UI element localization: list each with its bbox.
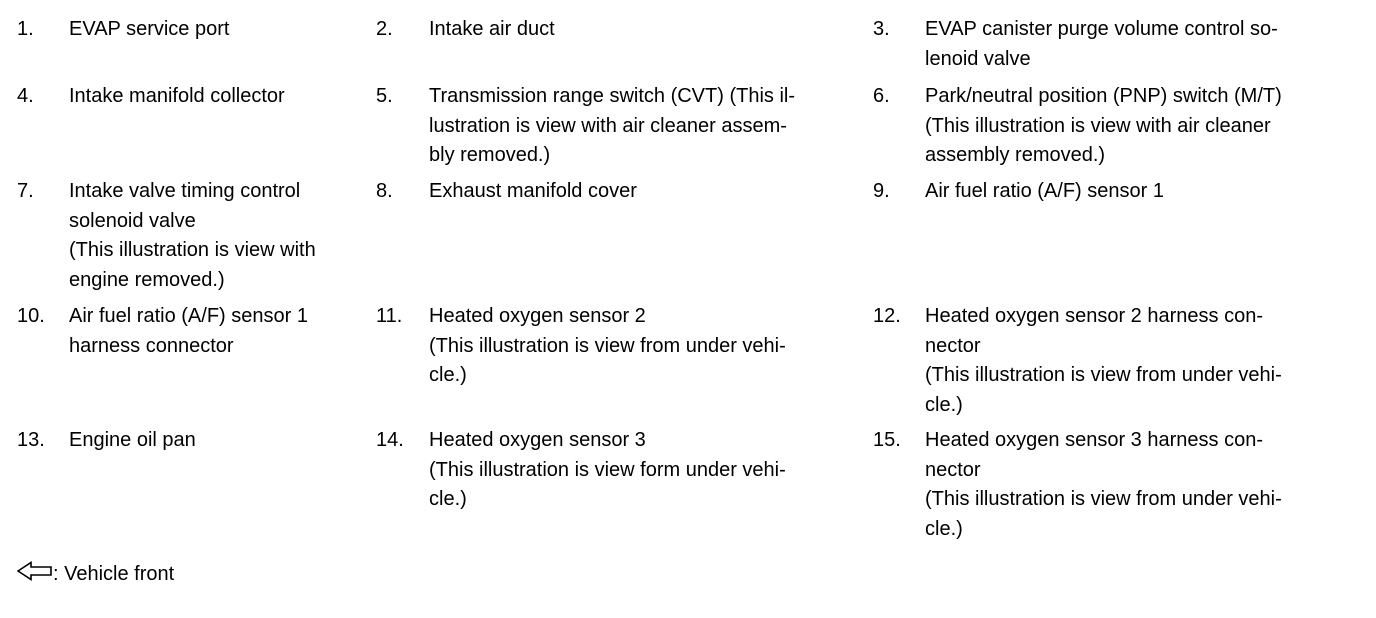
item-number: 7. — [17, 180, 34, 202]
item-number: 5. — [376, 85, 393, 107]
description-line: (This illustration is view from under vehi- — [429, 334, 786, 357]
item-description — [69, 302, 369, 361]
description-line: Air fuel ratio (A/F) sensor 1 — [69, 305, 308, 327]
item-description — [925, 15, 1365, 74]
description-line: cle.) — [429, 364, 467, 386]
description-line: cle.) — [925, 393, 963, 416]
description-line: (This illustration is view from under vehi- — [925, 488, 1282, 510]
description-line: lenoid valve — [925, 47, 1031, 70]
description-line: Heated oxygen sensor 3 — [429, 429, 646, 451]
description-line: Heated oxygen sensor 2 — [429, 305, 646, 327]
description-line: bly removed.) — [429, 144, 551, 166]
description-line: Intake valve timing control — [69, 180, 301, 202]
item-description — [69, 15, 369, 45]
description-line: Heated oxygen sensor 3 harness con- — [925, 429, 1263, 451]
description-line: EVAP service port — [69, 18, 230, 40]
item-number: 1. — [17, 18, 34, 40]
item-number: 12. — [873, 305, 901, 327]
item-description — [69, 82, 369, 112]
item-description — [69, 426, 369, 456]
item-description — [925, 82, 1365, 171]
description-line: (This illustration is view with — [69, 239, 316, 261]
item-description — [925, 302, 1365, 420]
description-line: cle.) — [429, 488, 467, 510]
item-description — [925, 426, 1365, 544]
item-number: 13. — [17, 429, 45, 451]
vehicle-front-legend — [17, 560, 174, 590]
description-line: lustration is view with air cleaner assem- — [429, 114, 787, 137]
item-number: 3. — [873, 18, 890, 40]
item-number: 4. — [17, 85, 34, 107]
description-line: Air fuel ratio (A/F) sensor 1 — [925, 180, 1164, 202]
description-line: cle.) — [925, 517, 963, 540]
description-line: assembly removed.) — [925, 144, 1106, 166]
item-description — [429, 426, 869, 515]
description-line: (This illustration is view form under vehi- — [429, 458, 786, 481]
item-number: 9. — [873, 180, 890, 202]
item-description — [429, 302, 869, 391]
item-description — [429, 82, 869, 171]
item-description — [925, 177, 1365, 207]
item-number: 14. — [376, 429, 404, 451]
description-line: harness connector — [69, 334, 234, 357]
vehicle-front-label: : Vehicle front — [53, 563, 175, 585]
description-line: Transmission range switch (CVT) (This il- — [429, 85, 795, 107]
hollow-left-arrow-icon — [17, 561, 53, 581]
item-number: 15. — [873, 429, 901, 451]
description-line: nector — [925, 458, 981, 481]
item-number: 6. — [873, 85, 890, 107]
description-line: (This illustration is view with air cleaner — [925, 114, 1271, 137]
description-line: Park/neutral position (PNP) switch (M/T) — [925, 85, 1282, 107]
item-number: 10. — [17, 305, 45, 327]
item-number: 2. — [376, 18, 393, 40]
item-description — [429, 177, 869, 207]
description-line: EVAP canister purge volume control so- — [925, 18, 1278, 40]
item-number: 8. — [376, 180, 393, 202]
description-line: nector — [925, 334, 981, 357]
item-description — [69, 177, 369, 295]
description-line: (This illustration is view from under vehi- — [925, 364, 1282, 386]
description-line: solenoid valve — [69, 209, 196, 232]
description-line: Exhaust manifold cover — [429, 180, 637, 202]
item-description — [429, 15, 869, 45]
description-line: Engine oil pan — [69, 429, 196, 451]
description-line: Heated oxygen sensor 2 harness con- — [925, 305, 1263, 327]
item-number: 11. — [376, 305, 403, 327]
description-line: Intake air duct — [429, 18, 555, 40]
description-line: engine removed.) — [69, 268, 225, 291]
description-line: Intake manifold collector — [69, 85, 285, 107]
